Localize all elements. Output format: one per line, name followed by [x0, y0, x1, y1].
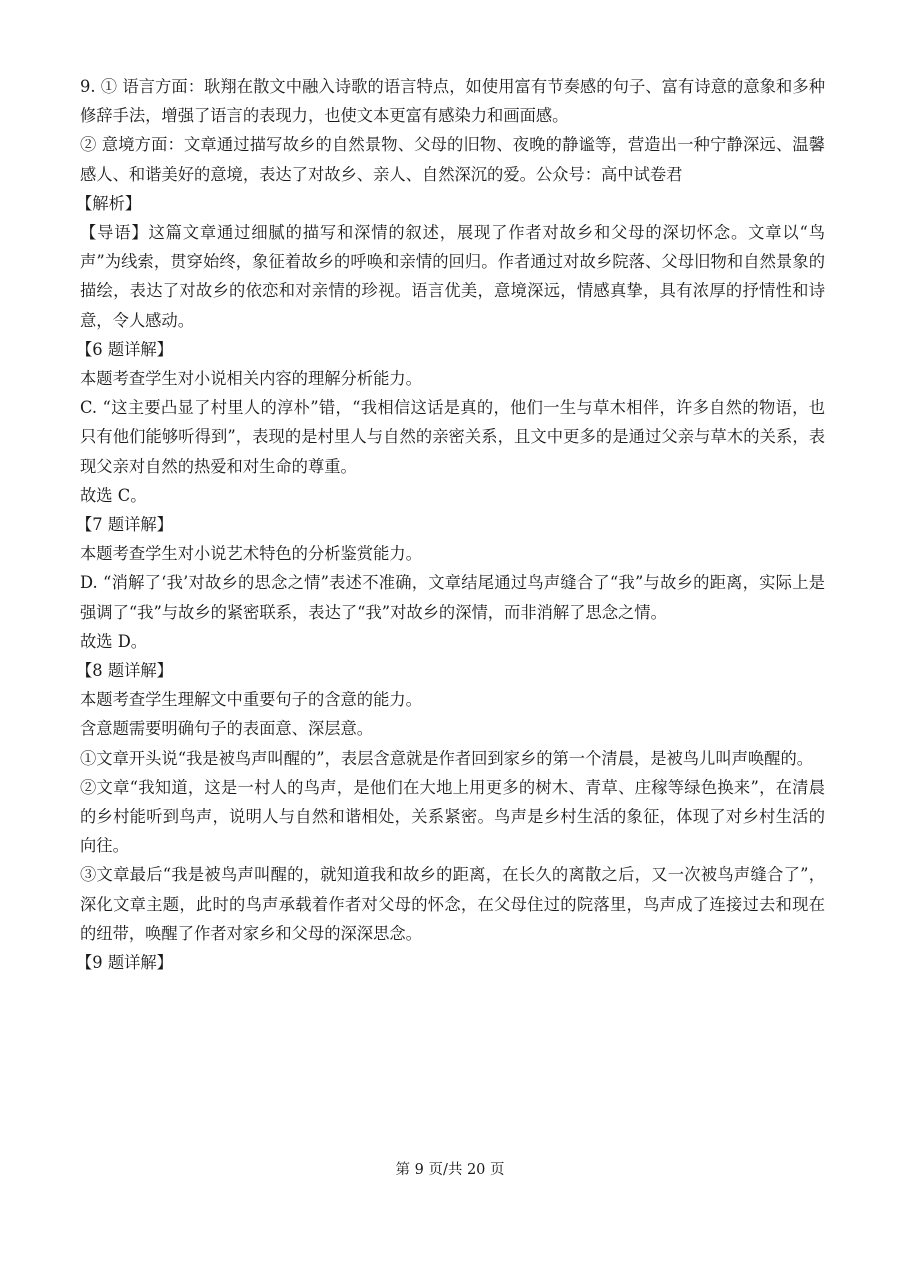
- q8-point-3: ③文章最后“我是被鸟声叫醒的，就知道我和故乡的距离，在长久的离散之后，又一次被鸟声缝合了”，深化文章主题，此时的鸟声承载着作者对父母的怀念，在父母住过的院落里，鸟声成了连接过去和现在的纽带，唤醒了作者对家乡和父母的深深思念。: [80, 865, 825, 943]
- q9-heading: 【9 题详解】: [76, 953, 173, 973]
- q7-explanation: D. “消解了‘我’对故乡的思念之情”表述不准确，文章结尾通过鸟声缝合了“我”与故乡的距离，实际上是强调了“我”与故乡的紧密联系，表达了“我”对故乡的深情，而非消解了思念之情。: [80, 573, 825, 622]
- q6-answer: 故选 C。: [80, 485, 147, 505]
- q8-method: 含意题需要明确句子的表面意、深层意。: [80, 719, 374, 739]
- analysis-heading: 【解析】: [76, 193, 142, 213]
- q8-heading: 【8 题详解】: [76, 661, 173, 681]
- q8-point-2: ②文章“我知道，这是一村人的鸟声，是他们在大地上用更多的树木、青草、庄稼等绿色换来”，在清晨的乡村能听到鸟声，说明人与自然和谐相处，关系紧密。鸟声是乡村生活的象征，体现了对乡村生活的向往。: [80, 777, 825, 856]
- answer-9-language: 9. ① 语言方面：耿翔在散文中融入诗歌的语言特点，如使用富有节奏感的句子、富有诗意的意象和多种修辞手法，增强了语言的表现力，也使文本更富有感染力和画面感。: [80, 77, 825, 126]
- q7-answer: 故选 D。: [80, 631, 148, 651]
- answer-9-mood: ② 意境方面：文章通过描写故乡的自然景物、父母的旧物、夜晚的静谧等，营造出一种宁静深远、温馨感人、和谐美好的意境，表达了对故乡、亲人、自然深沉的爱。公众号：高中试卷君: [80, 135, 825, 184]
- q6-heading: 【6 题详解】: [76, 339, 173, 359]
- q6-explanation: C. “这主要凸显了村里人的淳朴”错，“我相信这话是真的，他们一生与草木相伴，许多自然的物语，也只有他们能够听得到”，表现的是村里人与自然的亲密关系，且文中更多的是通过父亲与草木的关系，表现父亲对自然的热爱和对生命的尊重。: [80, 398, 825, 476]
- q7-heading: 【7 题详解】: [76, 515, 173, 535]
- intro-paragraph: 【导语】这篇文章通过细腻的描写和深情的叙述，展现了作者对故乡和父母的深切怀念。文章以“鸟声”为线索，贯穿始终，象征着故乡的呼唤和亲情的回归。作者通过对故乡院落、父母旧物和自然景象的描绘，表达了对故乡的依恋和对亲情的珍视。语言优美，意境深远，情感真挚，具有浓厚的抒情性和诗意，令人感动。: [80, 223, 825, 330]
- q8-point-1: ①文章开头说“我是被鸟声叫醒的”，表层含意就是作者回到家乡的第一个清晨，是被鸟儿叫声唤醒的。: [80, 748, 814, 768]
- q8-focus: 本题考查学生理解文中重要句子的含意的能力。: [80, 690, 422, 710]
- page-footer: 第 9 页/共 20 页: [395, 1162, 505, 1178]
- document-body: [76, 72, 825, 977]
- q7-focus: 本题考查学生对小说艺术特色的分析鉴赏能力。: [80, 544, 422, 564]
- q6-focus: 本题考查学生对小说相关内容的理解分析能力。: [80, 369, 422, 389]
